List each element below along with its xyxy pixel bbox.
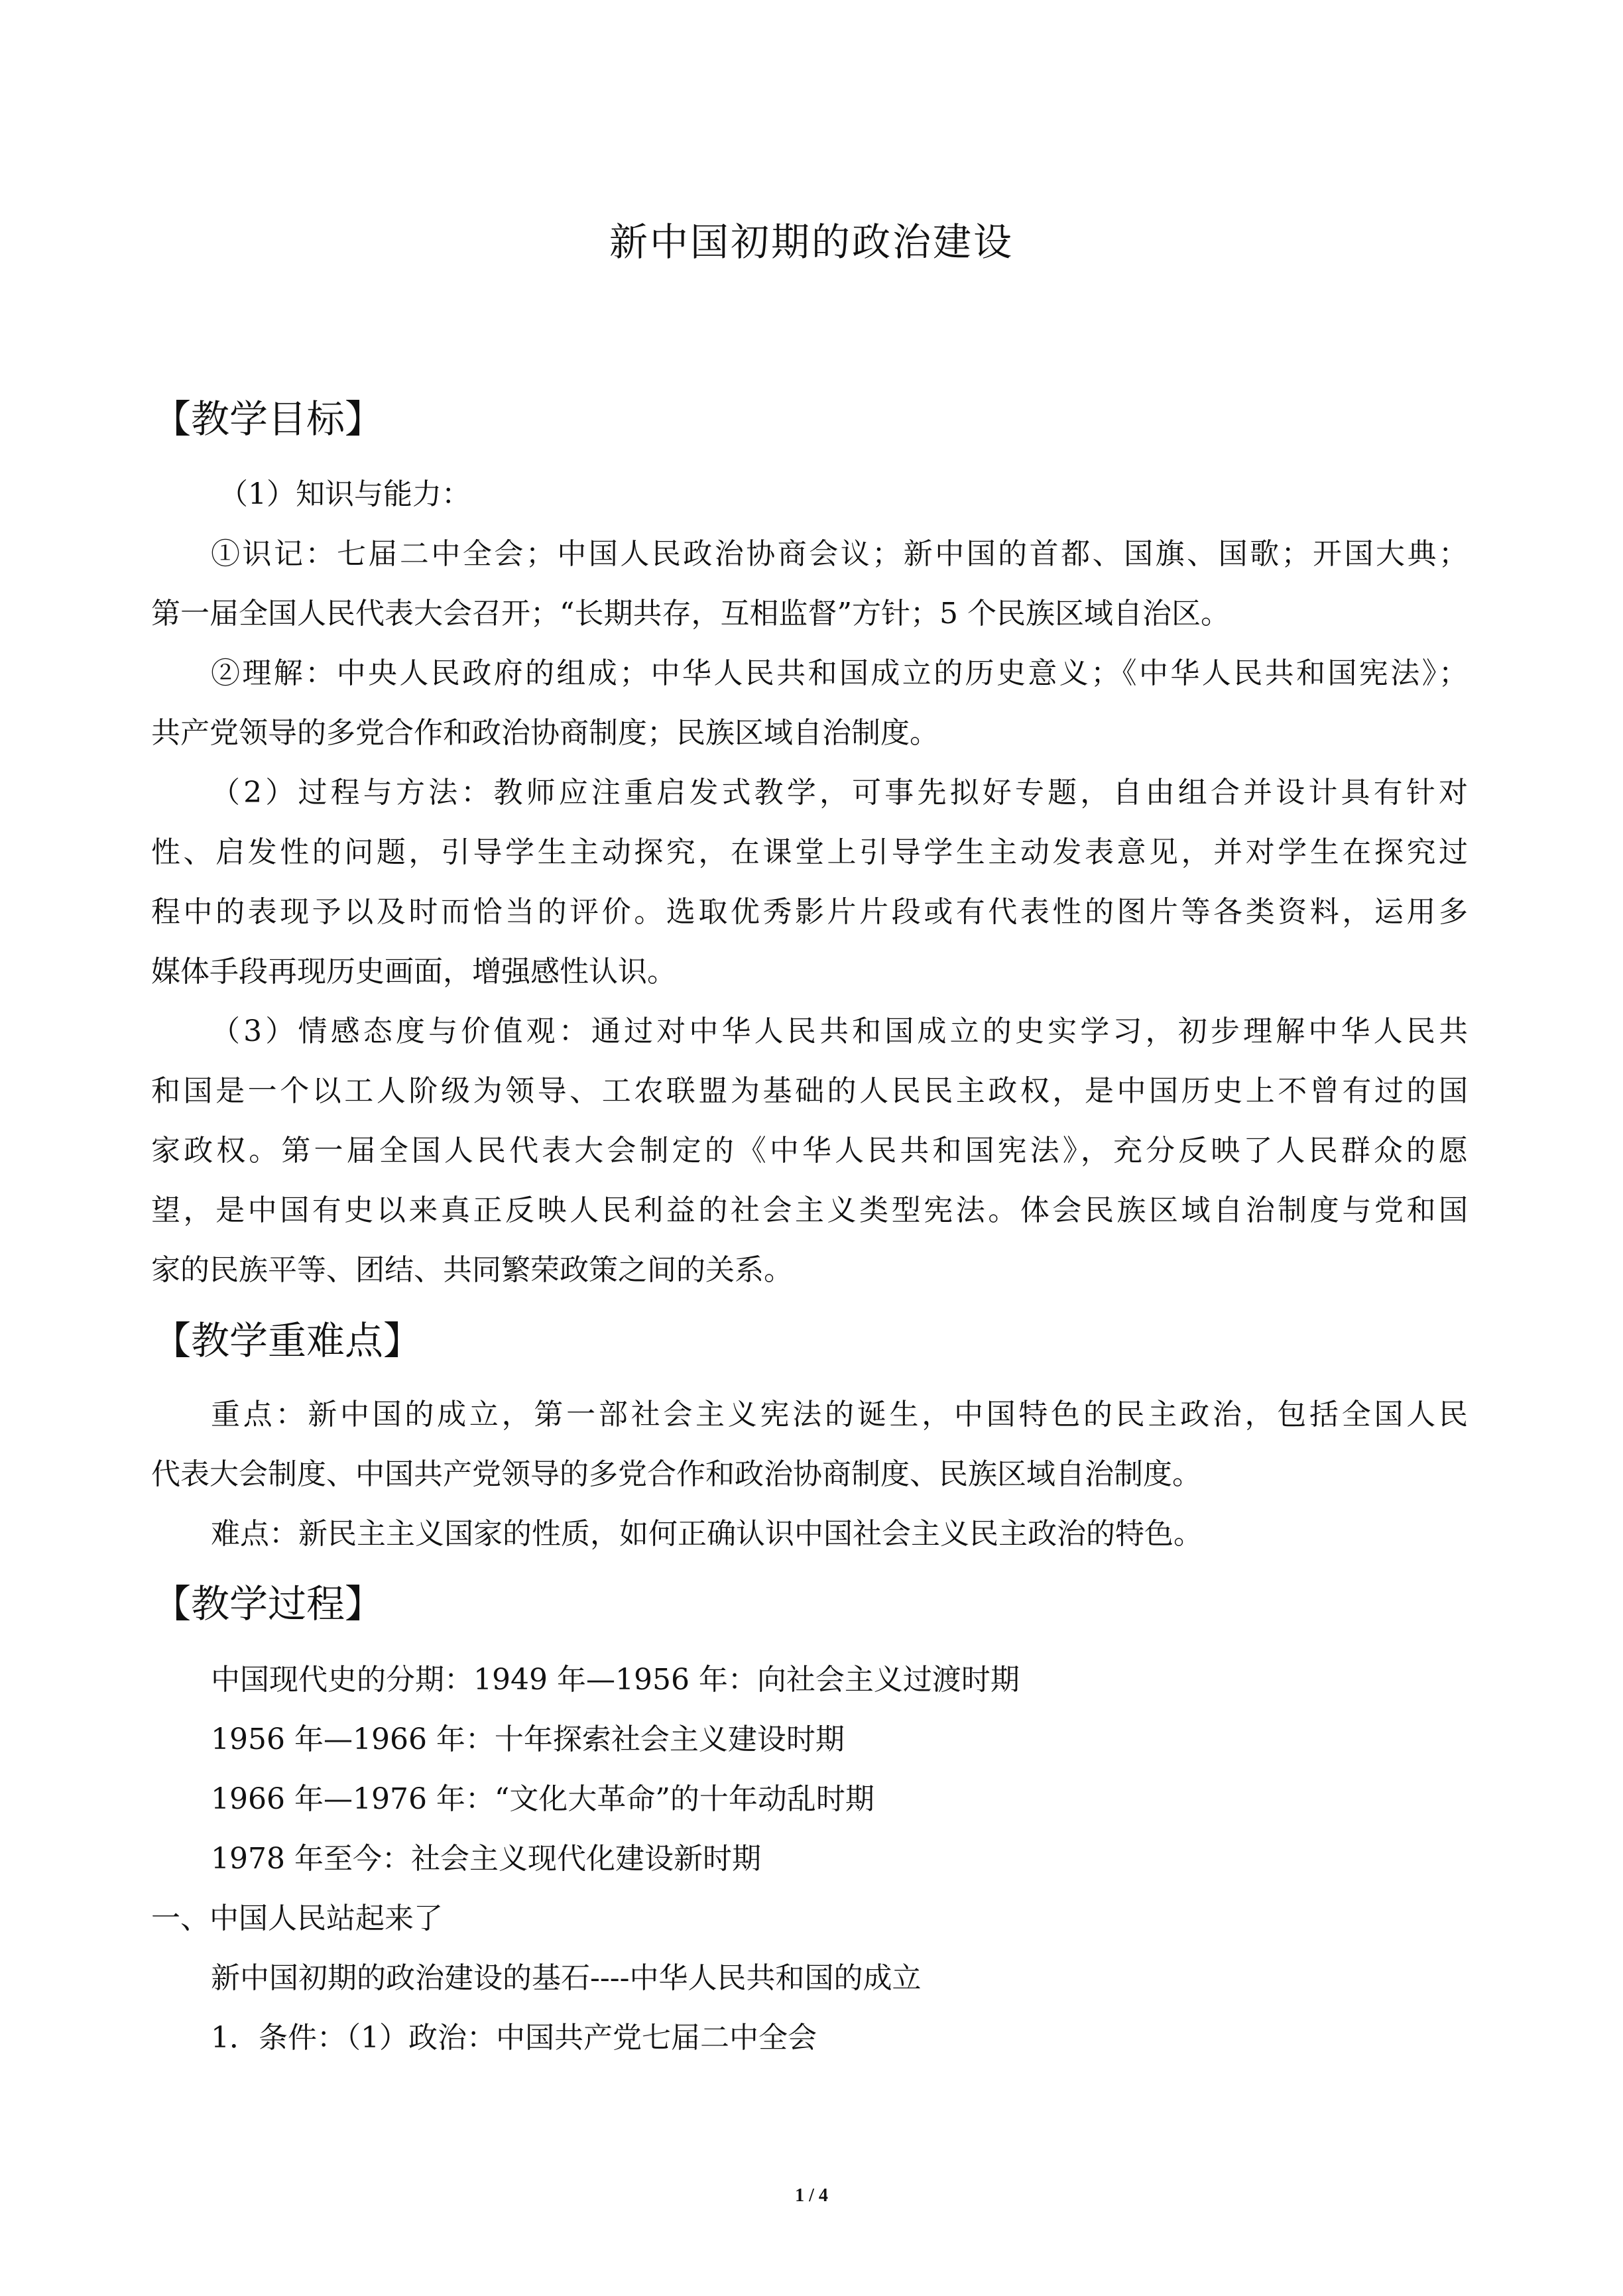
process-line: 1956 年—1966 年：十年探索社会主义建设时期	[211, 1722, 845, 1756]
objective-recall-line-1: ①识记：七届二中全会；中国人民政治协商会议；新中国的首都、国旗、国歌；开国大典；	[211, 537, 1468, 571]
objective-process-line-3: 程中的表现予以及时而恰当的评价。选取优秀影片片段或有代表性的图片等各类资料，运用多	[151, 895, 1468, 929]
section-heading-process: 【教学过程】	[152, 1581, 384, 1626]
objective-values-line-5: 家的民族平等、团结、共同繁荣政策之间的关系。	[151, 1253, 793, 1287]
objective-process-line-2: 性、启发性的问题，引导学生主动探究，在课堂上引导学生主动发表意见，并对学生在探究过	[151, 835, 1468, 869]
difficulty-line: 难点：新民主主义国家的性质，如何正确认识中国社会主义民主政治的特色。	[211, 1517, 1203, 1551]
process-line: 中国现代史的分期：1949 年—1956 年：向社会主义过渡时期	[211, 1663, 1020, 1697]
objective-1-label: （1）知识与能力：	[219, 477, 471, 511]
process-line: 1．条件：（1）政治：中国共产党七届二中全会	[211, 2021, 817, 2055]
objective-process-line-4: 媒体手段再现历史画面，增强感性认识。	[151, 955, 676, 989]
objective-recall-line-2: 第一届全国人民代表大会召开；“长期共存，互相监督”方针；5 个民族区域自治区。	[151, 597, 1230, 631]
key-point-line-2: 代表大会制度、中国共产党领导的多党合作和政治协商制度、民族区域自治制度。	[151, 1457, 1201, 1491]
objective-understand-line-1: ②理解：中央人民政府的组成；中华人民共和国成立的历史意义；《中华人民共和国宪法》；	[211, 656, 1468, 690]
process-line: 新中国初期的政治建设的基石----中华人民共和国的成立	[211, 1961, 922, 1995]
key-point-line-1: 重点：新中国的成立，第一部社会主义宪法的诞生，中国特色的民主政治，包括全国人民	[211, 1398, 1468, 1431]
objective-values-line-2: 和国是一个以工人阶级为领导、工农联盟为基础的人民民主政权，是中国历史上不曾有过的国	[151, 1074, 1468, 1108]
document-title: 新中国初期的政治建设	[609, 219, 1014, 265]
objective-process-line-1: （2）过程与方法：教师应注重启发式教学，可事先拟好专题，自由组合并设计具有针对	[211, 776, 1468, 810]
objective-values-line-3: 家政权。第一届全国人民代表大会制定的《中华人民共和国宪法》，充分反映了人民群众的愿	[151, 1134, 1468, 1168]
process-subheading: 一、中国人民站起来了	[151, 1902, 443, 1935]
page-number: 1 / 4	[795, 2185, 828, 2206]
process-line: 1966 年—1976 年：“文化大革命”的十年动乱时期	[211, 1782, 874, 1816]
objective-values-line-4: 望，是中国有史以来真正反映人民利益的社会主义类型宪法。体会民族区域自治制度与党和国	[151, 1193, 1468, 1227]
section-heading-objectives: 【教学目标】	[152, 396, 384, 442]
section-heading-key-points: 【教学重难点】	[152, 1318, 422, 1363]
objective-values-line-1: （3）情感态度与价值观：通过对中华人民共和国成立的史实学习，初步理解中华人民共	[211, 1014, 1468, 1048]
objective-understand-line-2: 共产党领导的多党合作和政治协商制度；民族区域自治制度。	[151, 716, 939, 750]
process-line: 1978 年至今：社会主义现代化建设新时期	[211, 1842, 761, 1876]
